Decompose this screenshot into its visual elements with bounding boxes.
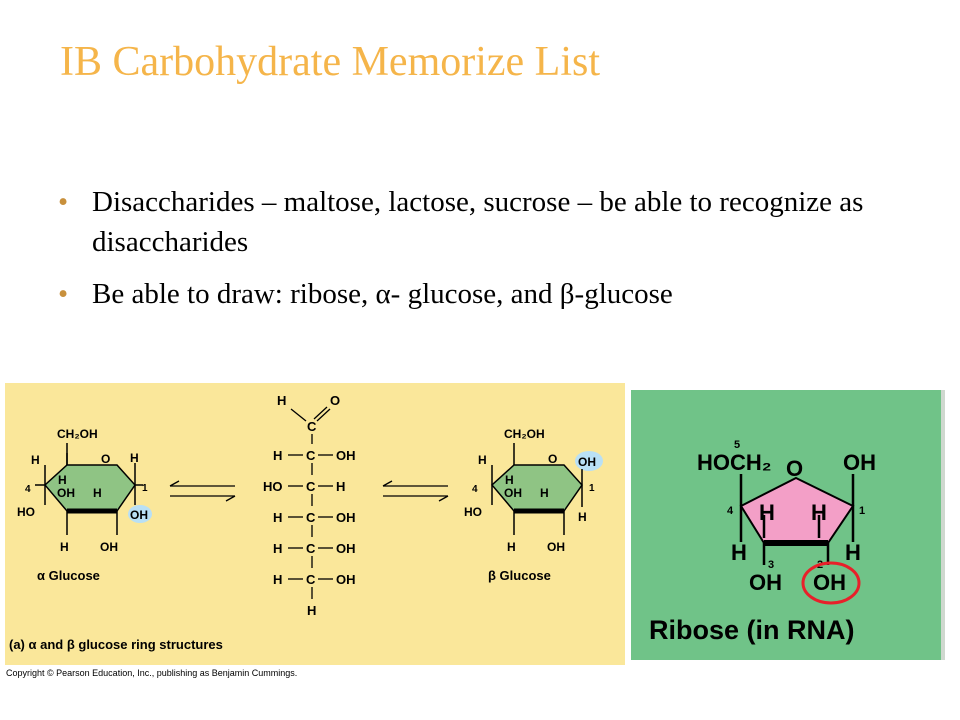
svg-text:OH: OH	[547, 540, 565, 554]
svg-text:OH: OH	[504, 486, 522, 500]
carbon-number: 2	[817, 559, 824, 571]
svg-text:OH: OH	[336, 510, 356, 525]
carbon-number: 5	[734, 439, 741, 451]
svg-text:H: H	[540, 486, 549, 500]
svg-text:H: H	[759, 500, 775, 525]
svg-text:H: H	[478, 453, 487, 467]
alpha-glucose-label: α Glucose	[37, 568, 100, 583]
svg-text:O: O	[786, 456, 804, 481]
chem-label: H	[277, 393, 287, 408]
svg-text:H: H	[336, 479, 346, 494]
svg-text:H: H	[578, 510, 587, 524]
copyright-notice: Copyright © Pearson Education, Inc., publishing as Benjamin Cummings.	[6, 668, 298, 678]
bullet-item	[58, 274, 938, 314]
svg-text:HO: HO	[17, 505, 35, 519]
ribose-figure	[631, 390, 945, 660]
svg-text:C: C	[306, 448, 316, 463]
svg-text:OH: OH	[130, 508, 148, 522]
bullet-marker: •	[58, 278, 69, 310]
svg-text:OH: OH	[336, 572, 356, 587]
svg-text:4: 4	[472, 484, 478, 495]
svg-text:H: H	[273, 572, 283, 587]
svg-text:OH: OH	[336, 448, 356, 463]
beta-glucose-label: β Glucose	[488, 568, 551, 583]
svg-text:4: 4	[25, 484, 31, 495]
svg-text:H: H	[58, 473, 67, 487]
slide-title: IB Carbohydrate Memorize List	[60, 39, 601, 85]
carbon-number: 1	[859, 505, 866, 517]
svg-text:C: C	[307, 419, 317, 434]
svg-text:O: O	[548, 452, 558, 466]
chem-label: CH₂OH	[504, 427, 545, 441]
svg-text:OH: OH	[749, 570, 782, 595]
svg-text:H: H	[130, 451, 139, 465]
svg-text:OH: OH	[336, 541, 356, 556]
svg-text:OH: OH	[578, 455, 596, 469]
svg-text:HO: HO	[263, 479, 283, 494]
svg-text:H: H	[93, 486, 102, 500]
svg-text:C: C	[306, 572, 316, 587]
svg-text:OH: OH	[100, 540, 118, 554]
svg-text:C: C	[306, 510, 316, 525]
carbon-number: 4	[727, 505, 734, 517]
svg-text:C: C	[306, 541, 316, 556]
chem-label: CH₂OH	[57, 427, 98, 441]
bullet-list	[58, 182, 938, 326]
svg-text:1: 1	[142, 483, 148, 494]
svg-text:OH: OH	[813, 570, 846, 595]
chem-label: O	[330, 393, 341, 408]
svg-text:O: O	[101, 452, 111, 466]
svg-text:H: H	[273, 510, 283, 525]
svg-text:OH: OH	[843, 450, 876, 475]
chem-label: HOCH₂	[697, 450, 772, 475]
svg-text:H: H	[505, 473, 514, 487]
svg-text:H: H	[811, 500, 827, 525]
bullet-marker: •	[58, 186, 69, 218]
svg-text:OH: OH	[57, 486, 75, 500]
svg-text:H: H	[60, 540, 69, 554]
svg-text:H: H	[31, 453, 40, 467]
bullet-text: Be able to draw: ribose, α- glucose, and β-glucose	[92, 278, 673, 310]
carbon-number: 3	[768, 559, 775, 571]
svg-text:C: C	[306, 479, 316, 494]
svg-text:H: H	[307, 603, 317, 618]
figure-caption: (a) α and β glucose ring structures	[9, 637, 223, 652]
svg-text:H: H	[845, 540, 861, 565]
glucose-structures-figure	[5, 383, 625, 665]
bullet-text: Disaccharides – maltose, lactose, sucrose – be able to recognize as disaccharides	[92, 186, 864, 258]
svg-text:HO: HO	[464, 505, 482, 519]
ribose-label: Ribose (in RNA)	[649, 615, 855, 645]
svg-text:H: H	[273, 541, 283, 556]
svg-text:H: H	[507, 540, 516, 554]
svg-text:H: H	[731, 540, 747, 565]
bullet-item	[58, 182, 938, 262]
svg-text:H: H	[273, 448, 283, 463]
svg-text:1: 1	[589, 483, 595, 494]
